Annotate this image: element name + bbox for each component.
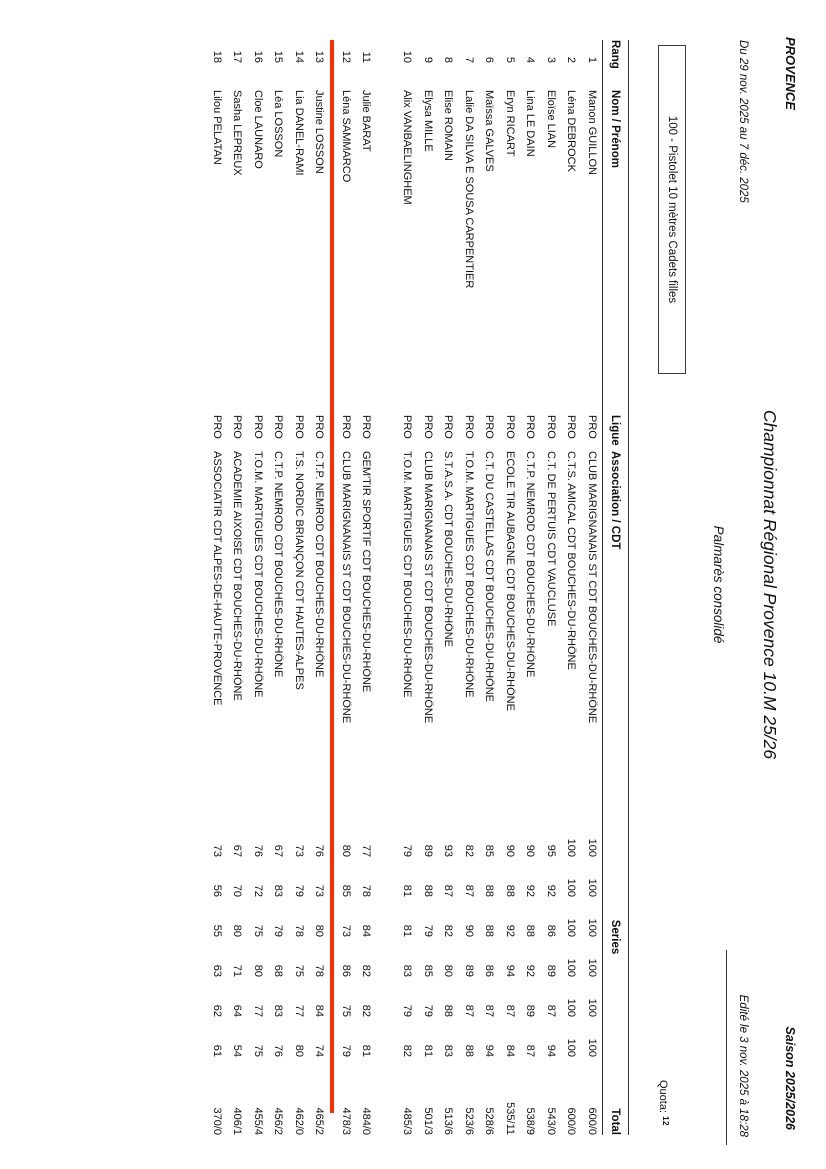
- cell-series-score: 87: [503, 1004, 516, 1017]
- cell-name: Eryn RICART: [503, 90, 516, 157]
- cell-ligue: PRO: [313, 415, 326, 439]
- competition-title: Championnat Régional Provence 10.M 25/26: [760, 409, 780, 760]
- table-header-row: [602, 40, 629, 1135]
- cell-rank: 18: [210, 50, 223, 63]
- cell-series-score: 67: [272, 844, 285, 857]
- quota-cutoff-line: [331, 40, 335, 1113]
- cell-total: 523/6: [462, 1107, 475, 1135]
- event-category-box: [658, 45, 686, 374]
- cell-name: Lalie DA SILVA E SOUSA CARPENTIER: [462, 90, 475, 289]
- cell-ligue: PRO: [462, 415, 475, 439]
- cell-series-score: 92: [503, 924, 516, 937]
- table-row: [207, 40, 228, 1135]
- cell-series-score: 79: [272, 924, 285, 937]
- cell-ligue: PRO: [503, 415, 516, 439]
- cell-series-score: 100: [585, 998, 598, 1017]
- table-row: [418, 40, 439, 1135]
- cell-series-score: 87: [483, 1004, 496, 1017]
- cell-association: C.T.P. NEMROD CDT BOUCHES-DU-RHÔNE: [272, 451, 285, 678]
- cell-series-score: 94: [544, 1044, 557, 1057]
- cell-series-score: 79: [421, 924, 434, 937]
- cell-series-score: 88: [421, 884, 434, 897]
- cell-association: C.T. DU CASTELLAS CDT BOUCHES-DU-RHÔNE: [483, 451, 496, 702]
- cell-series-score: 80: [442, 964, 455, 977]
- cell-series-score: 100: [565, 838, 578, 857]
- cell-total: 528/6: [483, 1107, 496, 1135]
- table-row: [356, 40, 377, 1135]
- header-ligue: Ligue: [609, 415, 622, 446]
- cell-series-score: 79: [421, 1004, 434, 1017]
- cell-series-score: 79: [401, 844, 414, 857]
- cell-series-score: 89: [544, 964, 557, 977]
- cell-series-score: 75: [339, 1004, 352, 1017]
- cell-series-score: 92: [544, 884, 557, 897]
- header-nom-prenom: Nom / Prénom: [609, 90, 622, 168]
- cell-total: 600/0: [585, 1107, 598, 1135]
- cell-series-score: 84: [503, 1044, 516, 1057]
- cell-series-score: 76: [251, 844, 264, 857]
- cell-name: Justine LOSSON: [313, 90, 326, 174]
- header-association: Association / CDT: [609, 451, 622, 550]
- cell-name: Maïssa GALVES: [483, 90, 496, 172]
- cell-total: 600/0: [565, 1107, 578, 1135]
- cell-series-score: 82: [360, 1004, 373, 1017]
- cell-rank: 6: [483, 56, 496, 63]
- table-row: [309, 40, 330, 1135]
- cell-rank: 5: [503, 56, 516, 63]
- cell-association: C.T.S. AMICAL CDT BOUCHES-DU-RHÔNE: [565, 451, 578, 670]
- cell-series-score: 80: [251, 964, 264, 977]
- row-gap: [377, 40, 398, 1135]
- cell-series-score: 100: [585, 918, 598, 937]
- cell-series-score: 61: [210, 1044, 223, 1057]
- cell-series-score: 77: [360, 844, 373, 857]
- cell-rank: 14: [292, 50, 305, 63]
- cell-series-score: 85: [483, 844, 496, 857]
- cell-series-score: 80: [231, 924, 244, 937]
- cell-ligue: PRO: [565, 415, 578, 439]
- cell-series-score: 81: [421, 1044, 434, 1057]
- header-rang: Rang: [609, 40, 622, 69]
- cell-total: 478/3: [339, 1107, 352, 1135]
- cell-total: 455/4: [251, 1107, 264, 1135]
- cell-series-score: 79: [401, 1004, 414, 1017]
- cell-ligue: PRO: [292, 415, 305, 439]
- cell-ligue: PRO: [231, 415, 244, 439]
- table-row: [248, 40, 269, 1135]
- cell-name: Léna SAMMARCO: [339, 90, 352, 183]
- event-category-label: 100 - Pistolet 10 mètres Cadets filles: [666, 115, 678, 304]
- cell-rank: 7: [462, 56, 475, 63]
- cell-series-score: 84: [313, 1004, 326, 1017]
- cell-series-score: 81: [401, 924, 414, 937]
- cell-series-score: 75: [292, 964, 305, 977]
- cell-series-score: 95: [544, 844, 557, 857]
- cell-series-score: 100: [565, 878, 578, 897]
- cell-total: 543/0: [544, 1107, 557, 1135]
- cell-series-score: 62: [210, 1004, 223, 1017]
- cell-total: 370/0: [210, 1107, 223, 1135]
- cell-name: Elise ROMAIN: [442, 90, 455, 161]
- cell-series-score: 79: [292, 884, 305, 897]
- cell-ligue: PRO: [483, 415, 496, 439]
- table-row: [479, 40, 500, 1135]
- cell-series-score: 88: [524, 924, 537, 937]
- cell-series-score: 89: [524, 1004, 537, 1017]
- cell-series-score: 82: [442, 924, 455, 937]
- cell-series-score: 100: [585, 1038, 598, 1057]
- cell-series-score: 87: [442, 884, 455, 897]
- cell-ligue: PRO: [251, 415, 264, 439]
- cell-series-score: 90: [462, 924, 475, 937]
- cell-series-score: 79: [339, 1044, 352, 1057]
- cell-series-score: 88: [462, 1044, 475, 1057]
- cell-association: GEM'TIR SPORTIF CDT BOUCHES-DU-RHÔNE: [360, 451, 373, 693]
- cell-series-score: 68: [272, 964, 285, 977]
- cell-association: T.O.M. MARTIGUES CDT BOUCHES-DU-RHÔNE: [401, 451, 414, 698]
- table-row: [459, 40, 480, 1135]
- cell-series-score: 86: [483, 964, 496, 977]
- cell-rank: 8: [442, 56, 455, 63]
- cell-series-score: 75: [251, 924, 264, 937]
- cell-ligue: PRO: [442, 415, 455, 439]
- results-table: [207, 40, 630, 1135]
- cell-ligue: PRO: [272, 415, 285, 439]
- table-row: [582, 40, 603, 1135]
- table-row: [289, 40, 310, 1135]
- header-series: Series: [609, 919, 622, 955]
- cell-name: Eloïse LIAN: [544, 90, 557, 149]
- cell-series-score: 86: [544, 924, 557, 937]
- cell-total: 501/3: [421, 1107, 434, 1135]
- quota: [657, 1080, 670, 1126]
- cell-series-score: 77: [251, 1004, 264, 1017]
- table-row: [561, 40, 582, 1135]
- cell-total: 462/0: [292, 1107, 305, 1135]
- quota-label: Quota:: [657, 1080, 669, 1114]
- cell-total: 406/1: [231, 1107, 244, 1135]
- cell-association: CLUB MARIGNANAIS ST CDT BOUCHES-DU-RHÔNE: [339, 451, 352, 724]
- edited-timestamp: Edité le 3 nov. 2025 à 18:28: [737, 994, 749, 1137]
- cell-total: 535/11: [503, 1102, 516, 1135]
- cell-series-score: 94: [483, 1044, 496, 1057]
- cell-series-score: 74: [313, 1044, 326, 1057]
- cell-rank: 3: [544, 56, 557, 63]
- cell-series-score: 56: [210, 884, 223, 897]
- cell-series-score: 73: [210, 844, 223, 857]
- table-row: [500, 40, 521, 1135]
- table-row: [268, 40, 289, 1135]
- cell-series-score: 100: [565, 1038, 578, 1057]
- cell-series-score: 83: [442, 1044, 455, 1057]
- cell-rank: 4: [524, 56, 537, 63]
- cell-name: Manon GUILLON: [585, 90, 598, 175]
- cell-series-score: 80: [313, 924, 326, 937]
- cell-series-score: 87: [524, 1044, 537, 1057]
- cell-series-score: 92: [524, 964, 537, 977]
- cell-series-score: 100: [585, 878, 598, 897]
- cell-series-score: 88: [442, 1004, 455, 1017]
- cell-series-score: 71: [231, 964, 244, 977]
- cell-rank: 9: [421, 56, 434, 63]
- header-total: Total: [609, 1108, 622, 1135]
- cell-series-score: 83: [272, 884, 285, 897]
- cell-series-score: 78: [360, 884, 373, 897]
- cell-association: T.O.M. MARTIGUES CDT BOUCHES-DU-RHÔNE: [251, 451, 264, 698]
- cell-ligue: PRO: [401, 415, 414, 439]
- cell-name: Lia DANEL-RAMI: [292, 90, 305, 176]
- cell-rank: 2: [565, 56, 578, 63]
- cell-series-score: 64: [231, 1004, 244, 1017]
- cell-rank: 16: [251, 50, 264, 63]
- cell-series-score: 87: [544, 1004, 557, 1017]
- cell-ligue: PRO: [544, 415, 557, 439]
- cell-series-score: 88: [503, 884, 516, 897]
- cell-series-score: 89: [462, 964, 475, 977]
- cell-series-score: 72: [251, 884, 264, 897]
- cell-association: T.S. NORDIC BRIANÇON CDT HAUTES-ALPES: [292, 451, 305, 690]
- cell-series-score: 81: [360, 1044, 373, 1057]
- cell-series-score: 77: [292, 1004, 305, 1017]
- cell-series-score: 86: [339, 964, 352, 977]
- cell-series-score: 82: [401, 1044, 414, 1057]
- cell-rank: 11: [360, 51, 373, 63]
- cell-series-score: 82: [462, 844, 475, 857]
- cell-series-score: 82: [360, 964, 373, 977]
- cell-rank: 12: [339, 50, 352, 63]
- cell-series-score: 70: [231, 884, 244, 897]
- cell-rank: 17: [231, 50, 244, 63]
- cell-ligue: PRO: [210, 415, 223, 439]
- table-row: [397, 40, 418, 1135]
- cell-series-score: 83: [272, 1004, 285, 1017]
- cell-series-score: 81: [401, 884, 414, 897]
- cell-name: Léa LOSSON: [272, 90, 285, 158]
- cell-series-score: 73: [313, 884, 326, 897]
- table-body: [207, 40, 603, 1135]
- cell-total: 538/9: [524, 1107, 537, 1135]
- cell-series-score: 100: [585, 838, 598, 857]
- cell-series-score: 100: [585, 958, 598, 977]
- cell-total: 456/2: [272, 1107, 285, 1135]
- cell-ligue: PRO: [421, 415, 434, 439]
- cell-total: 513/6: [442, 1107, 455, 1135]
- cell-ligue: PRO: [339, 415, 352, 439]
- cell-association: ECOLE TIR AUBAGNE CDT BOUCHES-DU-RHÔNE: [503, 451, 516, 711]
- cell-name: Elysa MILLE: [421, 90, 434, 152]
- cell-series-score: 94: [503, 964, 516, 977]
- cell-name: Lina LE DAIN: [524, 90, 537, 157]
- cell-series-score: 73: [292, 844, 305, 857]
- quota-value: 12: [661, 1116, 670, 1126]
- cell-name: Alix VANBAELINGHEM: [401, 90, 414, 205]
- cell-association: T.O.M. MARTIGUES CDT BOUCHES-DU-RHÔNE: [462, 451, 475, 698]
- cell-ligue: PRO: [360, 415, 373, 439]
- cell-series-score: 88: [483, 924, 496, 937]
- cell-series-score: 83: [401, 964, 414, 977]
- cell-series-score: 93: [442, 844, 455, 857]
- edited-underline: [726, 950, 727, 1145]
- cell-name: Lilou PELATAN: [210, 90, 223, 165]
- cell-series-score: 63: [210, 964, 223, 977]
- cell-name: Julie BARAT: [360, 90, 373, 152]
- table-row: [438, 40, 459, 1135]
- cell-series-score: 100: [565, 998, 578, 1017]
- federation-name: PROVENCE: [783, 37, 798, 110]
- cell-series-score: 100: [565, 958, 578, 977]
- cell-name: Cloe LAUNARO: [251, 90, 264, 169]
- cell-association: C.T. DE PERTUIS CDT VAUCLUSE: [544, 451, 557, 627]
- table-row: [520, 40, 541, 1135]
- cell-name: Léna DEBROCK: [565, 90, 578, 172]
- cell-series-score: 55: [210, 924, 223, 937]
- cell-series-score: 92: [524, 884, 537, 897]
- cell-association: ASSOCIATIR CDT ALPES-DE-HAUTE-PROVENCE: [210, 451, 223, 706]
- cell-series-score: 84: [360, 924, 373, 937]
- cell-series-score: 67: [231, 844, 244, 857]
- cell-association: CLUB MARIGNANAIS ST CDT BOUCHES-DU-RHÔNE: [585, 451, 598, 724]
- cell-association: ACADEMIE AIXOISE CDT BOUCHES-DU-RHÔNE: [231, 451, 244, 701]
- cell-series-score: 87: [462, 884, 475, 897]
- cell-rank: 10: [401, 50, 414, 63]
- cell-association: C.T.P. NEMROD CDT BOUCHES-DU-RHÔNE: [524, 451, 537, 678]
- season-label: Saison 2025/2026: [783, 1026, 797, 1130]
- cell-rank: 15: [272, 50, 285, 63]
- cell-series-score: 78: [292, 924, 305, 937]
- cell-association: CLUB MARIGNANAIS ST CDT BOUCHES-DU-RHÔNE: [421, 451, 434, 724]
- cell-total: 484/0: [360, 1107, 373, 1135]
- cell-series-score: 76: [272, 1044, 285, 1057]
- cell-series-score: 87: [462, 1004, 475, 1017]
- table-row: [227, 40, 248, 1135]
- cell-series-score: 100: [565, 918, 578, 937]
- table-row: [541, 40, 562, 1135]
- cell-series-score: 85: [339, 884, 352, 897]
- date-range: Du 29 nov. 2025 au 7 déc. 2025: [737, 40, 749, 203]
- cell-series-score: 75: [251, 1044, 264, 1057]
- table-row: [336, 40, 357, 1135]
- palmares-subtitle: Palmarès consolidé: [711, 525, 726, 644]
- cell-series-score: 73: [339, 924, 352, 937]
- cell-association: S.T.A.S.A. CDT BOUCHES-DU-RHÔNE: [442, 451, 455, 647]
- cell-series-score: 54: [231, 1044, 244, 1057]
- cell-series-score: 90: [503, 844, 516, 857]
- cell-ligue: PRO: [524, 415, 537, 439]
- cell-total: 485/3: [401, 1107, 414, 1135]
- cell-association: C.T.P. NEMROD CDT BOUCHES-DU-RHÔNE: [313, 451, 326, 678]
- cell-series-score: 80: [339, 844, 352, 857]
- cell-name: Sasha LEPREUX: [231, 90, 244, 176]
- cell-series-score: 85: [421, 964, 434, 977]
- cell-series-score: 78: [313, 964, 326, 977]
- cell-ligue: PRO: [585, 415, 598, 439]
- cell-series-score: 89: [421, 844, 434, 857]
- cell-series-score: 80: [292, 1044, 305, 1057]
- cell-total: 465/2: [313, 1107, 326, 1135]
- cell-series-score: 76: [313, 844, 326, 857]
- cell-rank: 13: [313, 50, 326, 63]
- cell-series-score: 88: [483, 884, 496, 897]
- cell-rank: 1: [585, 56, 598, 63]
- cell-series-score: 90: [524, 844, 537, 857]
